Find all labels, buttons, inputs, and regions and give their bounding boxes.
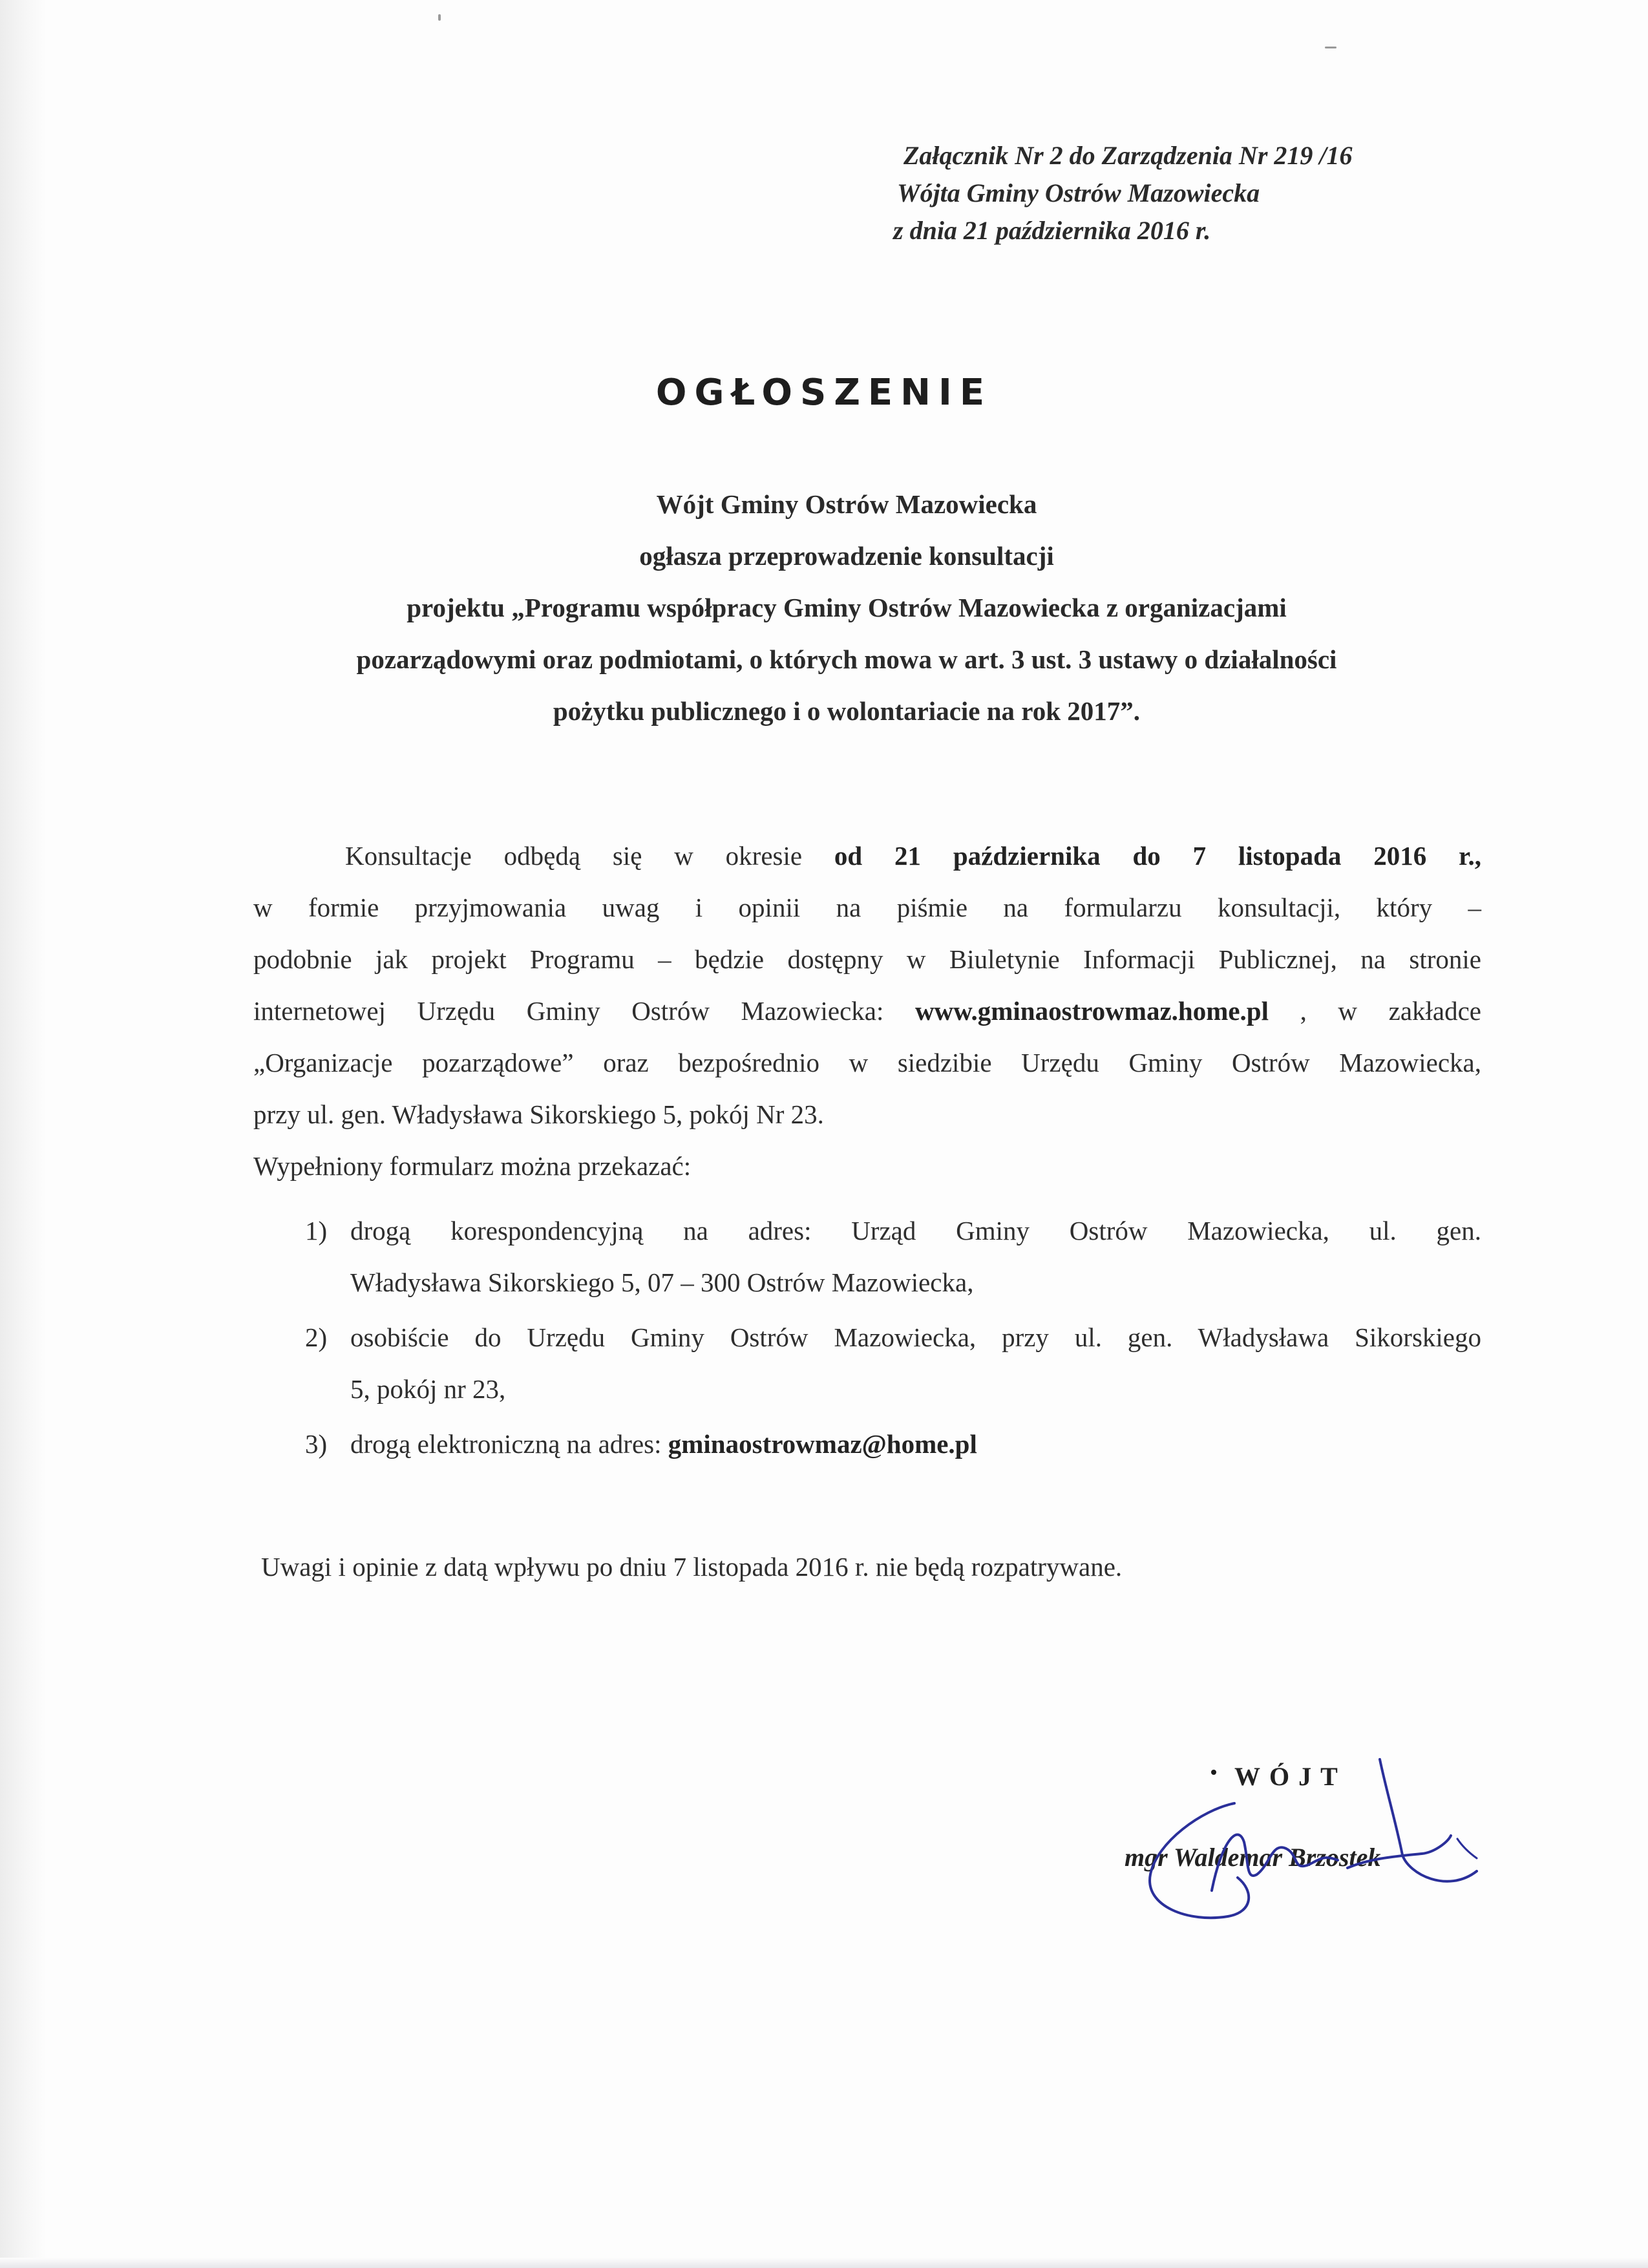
closing-note: Uwagi i opinie z datą wpływu po dniu 7 listopada 2016 r. nie będą rozpatrywane.	[261, 1552, 1123, 1582]
consultation-period-intro: Konsultacje odbędą się w okresie	[345, 841, 803, 871]
paragraph-line-1	[345, 840, 1481, 871]
intro-line-3: projektu „Programu współpracy Gminy Ostrów Mazowiecka z organizacjami	[407, 593, 1287, 622]
website-link[interactable]: www.gminaostrowmaz.home.pl	[914, 996, 1269, 1026]
scan-speck	[1325, 47, 1336, 48]
intro-line-1: Wójt Gminy Ostrów Mazowiecka	[656, 489, 1037, 519]
intro-line-2: ogłasza przeprowadzenie konsultacji	[639, 541, 1054, 571]
signatory-role: WÓJT	[1234, 1762, 1347, 1791]
list-item-1-number: 1)	[305, 1216, 328, 1245]
paragraph-line-4	[253, 995, 1481, 1026]
website-intro: internetowej Urzędu Gminy Ostrów Mazowiecka:	[253, 996, 884, 1026]
handwritten-signature	[1099, 1745, 1551, 1939]
consultation-period: od 21 października do 7 listopada 2016 r.	[834, 841, 1475, 871]
scan-bottom-edge	[0, 2258, 1648, 2268]
intro-line-5: pożytku publicznego i o wolontariacie na rok 2017”.	[553, 696, 1141, 726]
list-item-2-line-1: osobiście do Urzędu Gminy Ostrów Mazowiecka, przy ul. gen. Władysława Sikorskiego	[350, 1322, 1481, 1352]
document-title: OGŁOSZENIE	[655, 372, 993, 414]
signature-block	[1099, 1745, 1551, 1939]
intro-line-4: pozarządowymi oraz podmiotami, o których mowa w art. 3 ust. 3 ustawy o działalności	[356, 644, 1337, 674]
paragraph-line-6: przy ul. gen. Władysława Sikorskiego 5, pokój Nr 23.	[253, 1099, 824, 1129]
list-item-2-line-2: 5, pokój nr 23,	[350, 1374, 506, 1404]
header-line-issuer: Wójta Gminy Ostrów Mazowiecka	[897, 178, 1260, 207]
list-item-3-number: 3)	[305, 1429, 328, 1459]
scan-edge-shadow	[0, 0, 47, 2268]
announcement-intro	[246, 478, 1448, 737]
submission-intro: Wypełniony formularz można przekazać:	[253, 1151, 692, 1181]
website-tab-note: , w zakładce	[1300, 996, 1482, 1026]
scan-speck	[438, 14, 441, 21]
email-intro: drogą elektroniczną na adres:	[350, 1429, 662, 1459]
attachment-header	[893, 137, 1550, 249]
signatory-name: mgr Waldemar Brzostek	[1125, 1843, 1381, 1872]
list-item-2-number: 2)	[305, 1322, 328, 1352]
list-item-1-line-2: Władysława Sikorskiego 5, 07 – 300 Ostrów Mazowiecka,	[350, 1267, 974, 1297]
paragraph-line-5: „Organizacje pozarządowe” oraz bezpośrednio w siedzibie Urzędu Gminy Ostrów Mazowiecka,	[253, 1048, 1481, 1077]
header-line-attachment: Załącznik Nr 2 do Zarządzenia Nr 219 /16	[903, 141, 1353, 170]
paragraph-line-3: podobnie jak projekt Programu – będzie dostępny w Biuletynie Informacji Publicznej, na stronie	[253, 944, 1481, 974]
list-item-1-line-1: drogą korespondencyjną na adres: Urząd Gminy Ostrów Mazowiecka, ul. gen.	[350, 1216, 1481, 1245]
email-address-link[interactable]: gminaostrowmaz@home.pl	[668, 1429, 977, 1459]
paragraph-line-2: w formie przyjmowania uwag i opinii na piśmie na formularzu konsultacji, który –	[253, 893, 1481, 922]
period-comma: ,	[1474, 841, 1481, 871]
list-item-3-line-1	[350, 1428, 977, 1459]
header-line-date: z dnia 21 października 2016 r.	[893, 216, 1211, 245]
